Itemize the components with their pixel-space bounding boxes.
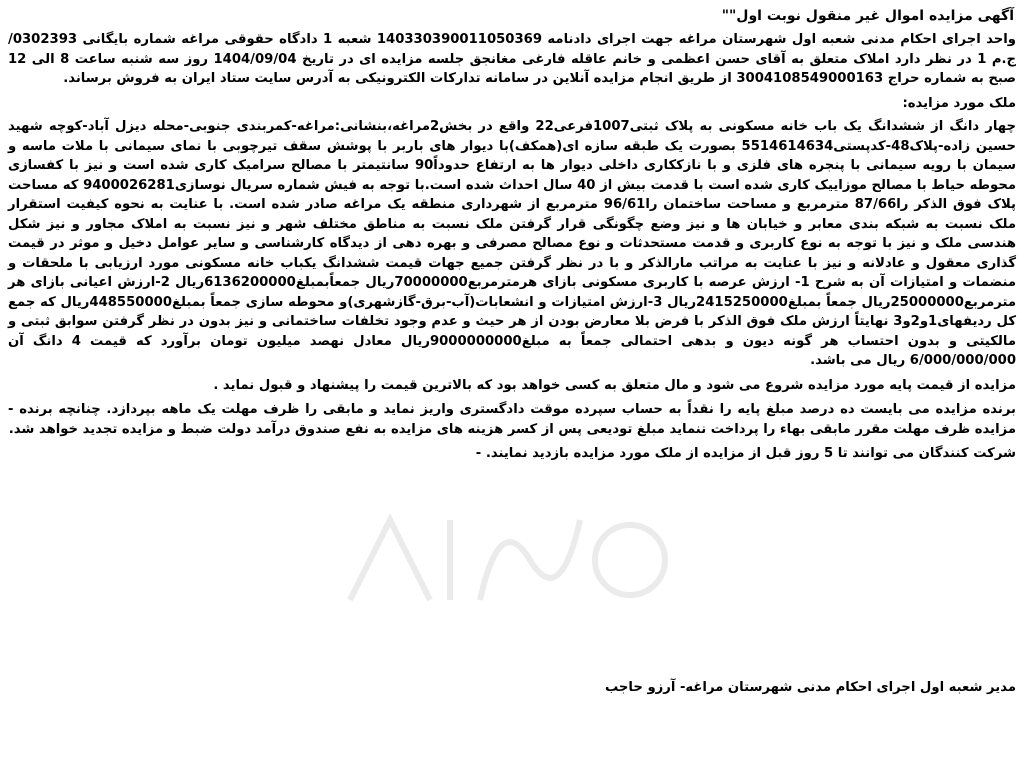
notice-title: آگهی مزایده اموال غیر منقول نوبت اول"" bbox=[721, 8, 1014, 24]
property-description-paragraph: چهار دانگ از ششدانگ یک باب خانه مسکونی به پلاک ثبتی1007فرعی22 واقع در بخش2مراغه،بنشانی:مراغه-کمربندی جنوبی-محله دیزل آباد-کوچه شهید حسین زاده-پلاک48-کدپستی5514614634 بصورت یک طبقه سازه ای(همکف)با دیوار های باربر با پوشش سقف تیرچوبی با نمای سیمانی با ملات ماسه و سیمان با رویه سیمانی با پنجره های فلزی و با نازککاری داخلی دیوار ها به ارتفاع حدوداً90 سانتیمتر با مصالح سرامیک کاری شده است و نیز با کفسازی محوطه حیاط با مصالح موزاییک کاری شده است با قدمت بیش از 40 سال احداث شده است.با توجه به فیش شماره سریال نوسازی9400026281 که مساحت پلاک فوق الذکر را87/66 مترمربع و مساحت ساختمان را96/61 مترمربع از شهرداری منطقه یک مراغه صادر شده است. با عنایت به نحوه کیفیت استقرار ملک نسبت به شبکه بندی معابر و خیابان ها و نیز وضع چگونگی قرار گرفتن ملک نسبت به مناطق مختلف شهر و نیز نسبت به املاک مجاور و نیز شکل هندسی ملک و نیز با توجه به نوع کاربری و قدمت مستحدثات و نوع مصالح مصرفی و بهره دهی از دیدگاه کارشناسی و سایر عوامل دخیل و موثر در قیمت گذاری معقول و عادلانه و نیز با عنایت به مراتب مارالذکر و با در نظر گرفتن جمیع جهات قیمت ششدانگ یکباب خانه مسکونی مورد ارزیابی با ملحقات و منضمات و امتیازات آن به شرح 1- ارزش عرصه با کاربری مسکونی بازای هرمترمربع70000000ریال جمعاًبمبلغ6136200000ریال 2-ارزش اعیانی بازای هر مترمربع25000000ریال جمعاً بمبلغ2415250000ریال 3-ارزش امتیازات و انشعابات(آب-برق-گازشهری)و محوطه سازی جمعاً بمبلغ448550000ریال که جمع کل ردیفهای1و2و3 نهایتاً ارزش ملک فوق الذکر با فرض بلا معارض بودن از هر حیث و عدم وجود تخلفات ساختمانی و نیز بدون در نظر گرفتن سوابق ثبتی و مالکیتی و بدون احتساب هر گونه دیون و بدهی احتمالی جمعاً به مبلغ9000000000ریال معادل نهصد میلیون تومان برآورد که قیمت 4 دانگ آن 6/000/000/000 ریال می باشد. bbox=[8, 119, 1017, 368]
winner-terms-paragraph: برنده مزایده می بایست ده درصد مبلغ پایه را نقداً به حساب سپرده موقت دادگستری واریز نماید و مابقی را ظرف مهلت یک ماهه بپردازد. چنانچه برنده - مزایده ظرف مهلت مقرر مابقی بهاء را پرداخت ننماید مبلغ تودیعی پس از کسر هزینه های مزایده به نفع صندوق درآمد دولت ضبط و مزایده تجدید خواهد شد. bbox=[8, 402, 1016, 437]
auction-start-paragraph: مزایده از قیمت پایه مورد مزایده شروع می شود و مال متعلق به کسی خواهد بود که بالاترین قیمت را پیشنهاد و قبول نماید . bbox=[213, 377, 1016, 393]
notice-intro-paragraph: واحد اجرای احکام مدنی شعبه اول شهرستان مراغه جهت اجرای دادنامه 140330390011050369 شعبه 1 دادگاه حقوقی مراغه شماره بایگانی 0302393/ج.م 1 در نظر دارد املاک متعلق به آقای حسن اعظمی و خانم عاقله فارغی مغانجق جلسه مزایده ای در تاریخ 1404/09/04 روز سه شنبه ساعت 8 الی 12 صبح به شماره حراج 3004108549000163 از طریق انجام مزایده آنلاین در سامانه تدارکات الکترونیکی به آدرس سایت ستاد ایران به فروش برساند. bbox=[8, 32, 1016, 86]
property-heading: ملک مورد مزایده: bbox=[902, 95, 1016, 111]
signature-line: مدیر شعبه اول اجرای احکام مدنی شهرستان مراغه- آرزو حاجب bbox=[604, 680, 1016, 695]
visit-note-paragraph: شرکت کنندگان می توانند تا 5 روز قبل از مزایده از ملک مورد مزایده بازدید نمایند. - bbox=[475, 446, 1016, 461]
